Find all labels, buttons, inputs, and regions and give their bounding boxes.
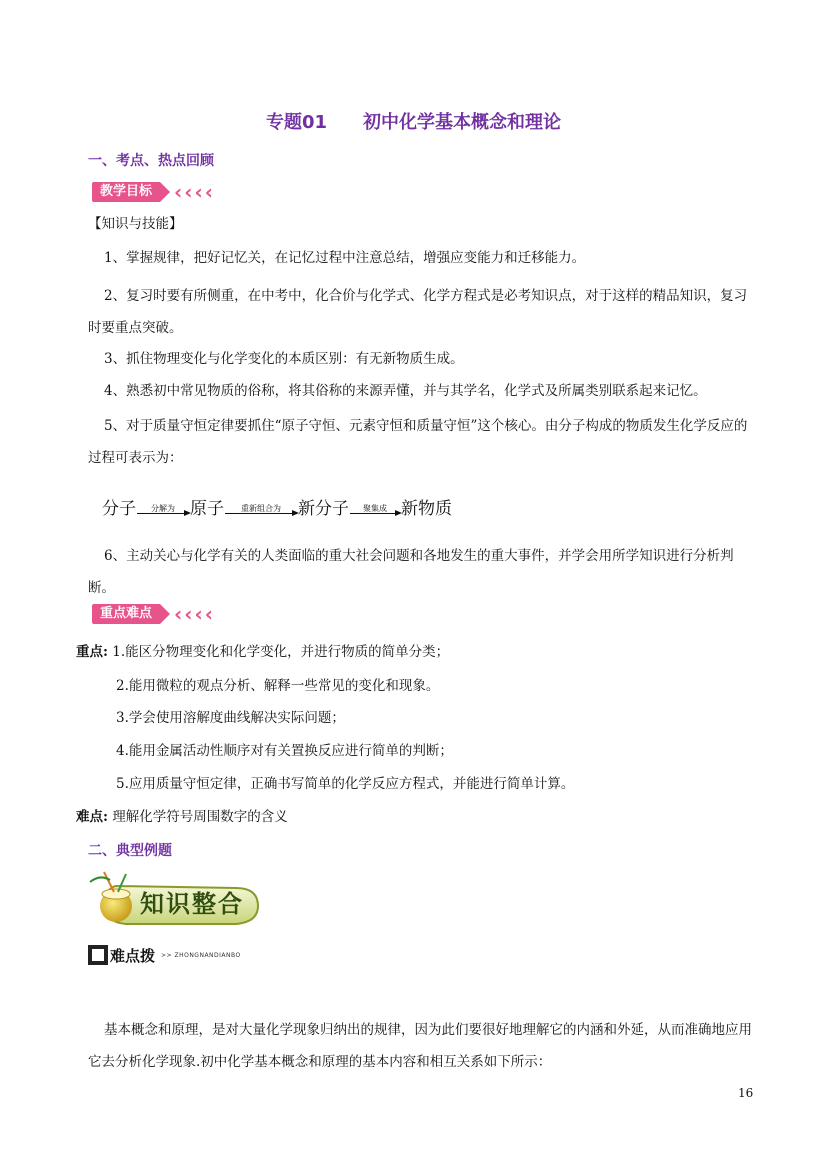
flow-arrow-label: 聚集成	[363, 504, 387, 513]
chevron-left-icon: ‹ ‹ ‹ ‹	[174, 180, 214, 204]
goal-item-1: 1、掌握规律，把好记忆关，在记忆过程中注意总结，增强应变能力和迁移能力。	[104, 250, 586, 266]
arrow-right-icon	[137, 504, 189, 514]
key-label: 重点:	[76, 644, 108, 660]
goal-item-4: 4、熟悉初中常见物质的俗称，将其俗称的来源弄懂，并与其学名，化学式及所属类别联系起来记忆。	[104, 383, 707, 399]
key-point: 4.能用金属活动性顺序对有关置换反应进行简单的判断；	[116, 743, 453, 759]
key-point: 2.能用微粒的观点分析、解释一些常见的变化和现象。	[116, 678, 440, 694]
intro-paragraph: 基本概念和原理，是对大量化学现象归纳出的规律，因为此们要很好地理解它的内涵和外延，从而准确地应用它去分析化学现象.初中化学基本概念和原理的基本内容和相互关系如下所示：	[88, 1022, 752, 1070]
difficulty-text: 理解化学符号周围数字的含义	[112, 809, 288, 825]
key-point: 5.应用质量守恒定律，正确书写简单的化学反应方程式，并能进行简单计算。	[116, 776, 575, 792]
difficulty-label: 难点:	[76, 809, 108, 825]
chevron-left-icon: ‹ ‹ ‹ ‹	[174, 602, 214, 626]
difficulty-row	[76, 806, 288, 828]
title-text: 初中化学基本概念和理论	[363, 112, 562, 133]
page-title	[0, 108, 827, 134]
nandian-subtitle: >> ZHONGNANDIANBO	[161, 951, 241, 959]
arrow-right-icon	[350, 504, 400, 514]
goal-item-6: 6、主动关心与化学有关的人类面临的重大社会问题和各地发生的重大事件，并学会用所学知识进行分析判断。	[88, 548, 734, 596]
knowledge-header: 【知识与技能】	[88, 216, 183, 232]
section-heading-1: 一、考点、热点回顾	[88, 153, 214, 169]
banner-teaching-goals	[92, 182, 213, 202]
knowledge-integration-logo	[86, 868, 262, 930]
key-points-row-1	[76, 641, 449, 663]
logo-text: 知识整合	[140, 890, 244, 918]
reaction-flow-diagram	[102, 492, 452, 522]
flow-node: 新分子	[298, 499, 349, 519]
page-number: 16	[738, 1086, 754, 1100]
nandian-header	[88, 944, 241, 966]
banner-key-difficult	[92, 604, 213, 624]
square-icon	[88, 945, 108, 965]
key-point: 1.能区分物理变化和化学变化，并进行物质的简单分类；	[112, 644, 450, 660]
goal-item-5: 5、对于质量守恒定律要抓住“原子守恒、元素守恒和质量守恒”这个核心。由分子构成的物质发生化学反应的过程可表示为：	[88, 418, 748, 466]
banner-label: 教学目标	[92, 182, 160, 202]
goal-item-3: 3、抓住物理变化与化学变化的本质区别：有无新物质生成。	[104, 351, 464, 367]
goal-item-2: 2、复习时要有所侧重，在中考中，化合价与化学式、化学方程式是必考知识点，对于这样的精品知识，复习时要重点突破。	[88, 288, 748, 336]
flow-node: 分子	[102, 499, 136, 519]
key-point: 3.学会使用溶解度曲线解决实际问题；	[116, 710, 345, 726]
flow-arrow-label: 分解为	[151, 504, 175, 513]
flow-node: 原子	[190, 499, 224, 519]
flow-node: 新物质	[401, 499, 452, 519]
flow-arrow-label: 重新组合为	[241, 504, 281, 513]
banner-label: 重点难点	[92, 604, 160, 624]
arrow-right-icon	[225, 504, 297, 514]
nandian-title: 难点拨	[110, 946, 156, 965]
section-heading-2: 二、典型例题	[88, 843, 172, 859]
title-number: 专题01	[265, 112, 328, 133]
